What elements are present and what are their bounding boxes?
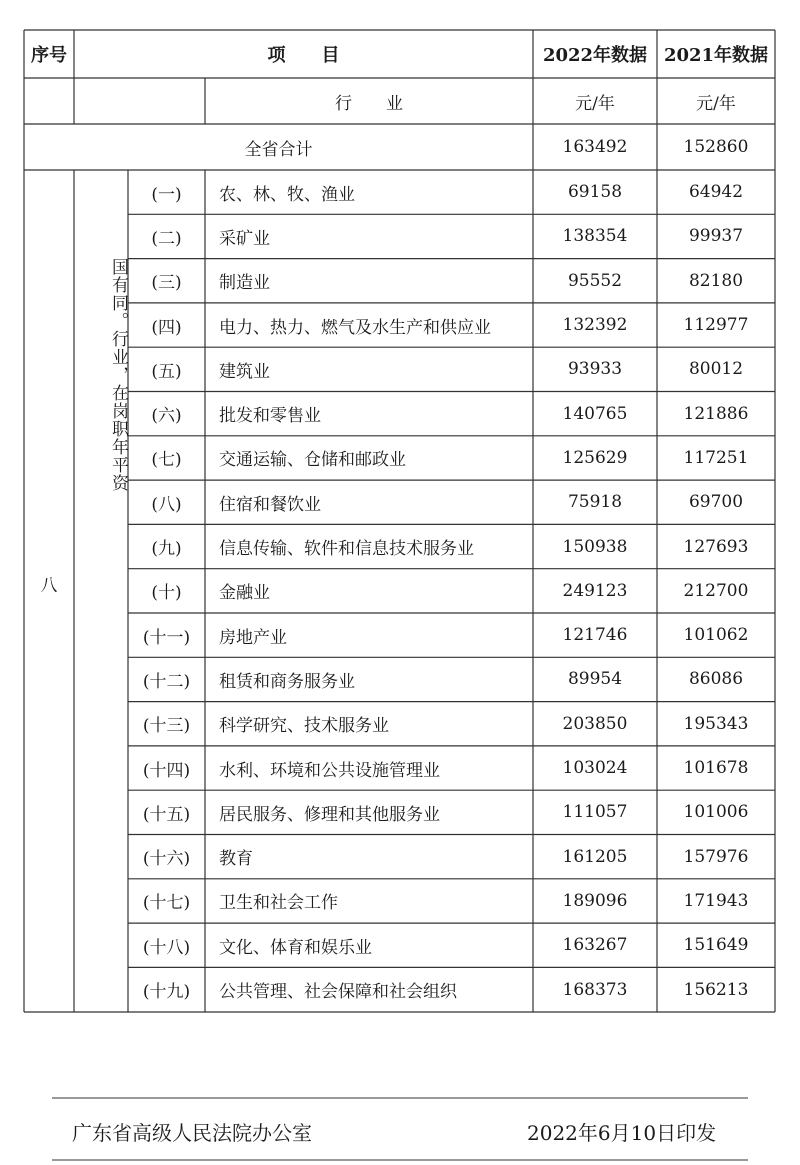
section-title: 国有同。行业，在岗职年平资: [108, 258, 128, 492]
footer-issuer: 广东省高级人民法院办公室: [72, 1121, 312, 1145]
value-2022: 203850: [562, 713, 628, 734]
row-number: (六): [151, 406, 182, 427]
industry-name: 居民服务、修理和其他服务业: [219, 804, 440, 825]
row-number: (二): [151, 228, 182, 249]
industry-name: 农、林、牧、渔业: [219, 184, 355, 205]
value-2021: 80012: [688, 359, 744, 380]
unit-2021: 元/年: [696, 93, 736, 114]
row-number: (十三): [142, 716, 191, 737]
industry-name: 信息传输、软件和信息技术服务业: [219, 539, 474, 560]
row-number: (十五): [142, 804, 191, 825]
value-2022: 168373: [562, 979, 628, 1000]
industry-name: 卫生和社会工作: [219, 893, 338, 914]
row-number: (十七): [142, 893, 191, 914]
value-2022: 138354: [562, 226, 628, 247]
row-number: (十八): [142, 937, 191, 958]
header-2022: 2022年数据: [542, 45, 648, 66]
value-2021: 69700: [688, 492, 744, 513]
value-2022: 95552: [567, 270, 623, 291]
value-2022: 89954: [567, 669, 623, 690]
value-2021: 99937: [688, 226, 744, 247]
footer-date: 2022年6月10日印发: [527, 1121, 717, 1145]
industry-name: 金融业: [219, 583, 270, 604]
value-2021: 127693: [683, 536, 749, 557]
subheader-industry: 行 业: [335, 93, 403, 114]
value-2022: 249123: [562, 580, 628, 601]
row-number: (七): [151, 450, 182, 471]
header-2021: 2021年数据: [663, 45, 769, 66]
value-2022: 140765: [562, 403, 628, 424]
value-2022: 163267: [562, 935, 628, 956]
industry-name: 科学研究、技术服务业: [219, 716, 389, 737]
value-2022: 125629: [562, 447, 628, 468]
industry-name: 电力、热力、燃气及水生产和供应业: [219, 317, 491, 338]
industry-name: 住宿和餐饮业: [219, 494, 321, 515]
row-number: (十): [151, 583, 182, 604]
unit-2022: 元/年: [575, 93, 615, 114]
value-2021: 121886: [683, 403, 749, 424]
value-2022: 69158: [567, 182, 623, 203]
industry-name: 交通运输、仓储和邮政业: [219, 450, 406, 471]
industry-name: 租赁和商务服务业: [219, 671, 355, 692]
value-2021: 195343: [683, 713, 749, 734]
value-2021: 112977: [683, 315, 749, 336]
value-2021: 212700: [683, 580, 749, 601]
value-2022: 161205: [562, 846, 628, 867]
value-2021: 64942: [688, 182, 744, 203]
value-2022: 103024: [562, 758, 628, 779]
row-number: (十一): [142, 627, 191, 648]
row-number: (十六): [142, 849, 191, 870]
value-2021: 156213: [683, 979, 749, 1000]
value-2021: 101678: [683, 758, 749, 779]
value-2022: 75918: [567, 492, 623, 513]
row-number: (十四): [142, 760, 191, 781]
industry-name: 文化、体育和娱乐业: [219, 937, 372, 958]
industry-name: 公共管理、社会保障和社会组织: [219, 982, 457, 1003]
industry-name: 制造业: [219, 273, 270, 294]
row-number: (一): [151, 184, 182, 205]
header-index: 序号: [31, 45, 67, 66]
industry-name: 批发和零售业: [219, 406, 321, 427]
industry-name: 水利、环境和公共设施管理业: [219, 760, 440, 781]
value-2021: 151649: [683, 935, 749, 956]
industry-name: 教育: [219, 849, 253, 870]
row-number: (五): [151, 361, 182, 382]
value-2022: 189096: [562, 890, 628, 911]
value-2022: 121746: [562, 625, 628, 646]
row-number: (九): [151, 539, 182, 560]
total-label: 全省合计: [244, 139, 313, 160]
value-2021: 171943: [683, 890, 749, 911]
section-index: 八: [40, 575, 58, 596]
row-number: (三): [151, 273, 182, 294]
row-number: (十九): [142, 982, 191, 1003]
value-2022: 150938: [562, 536, 628, 557]
total-2022: 163492: [562, 137, 628, 157]
value-2022: 93933: [567, 359, 623, 380]
value-2022: 132392: [562, 315, 628, 336]
row-number: (八): [151, 494, 182, 515]
total-2021: 152860: [683, 137, 749, 157]
value-2021: 157976: [683, 846, 749, 867]
header-item: 项 目: [267, 45, 340, 66]
value-2021: 86086: [688, 669, 744, 690]
value-2022: 111057: [562, 802, 628, 823]
industry-name: 建筑业: [219, 361, 270, 382]
row-number: (四): [151, 317, 182, 338]
value-2021: 82180: [688, 270, 744, 291]
value-2021: 101062: [683, 625, 749, 646]
industry-name: 房地产业: [219, 627, 287, 648]
row-number: (十二): [142, 671, 191, 692]
industry-name: 采矿业: [219, 228, 270, 249]
value-2021: 101006: [683, 802, 749, 823]
value-2021: 117251: [683, 447, 749, 468]
